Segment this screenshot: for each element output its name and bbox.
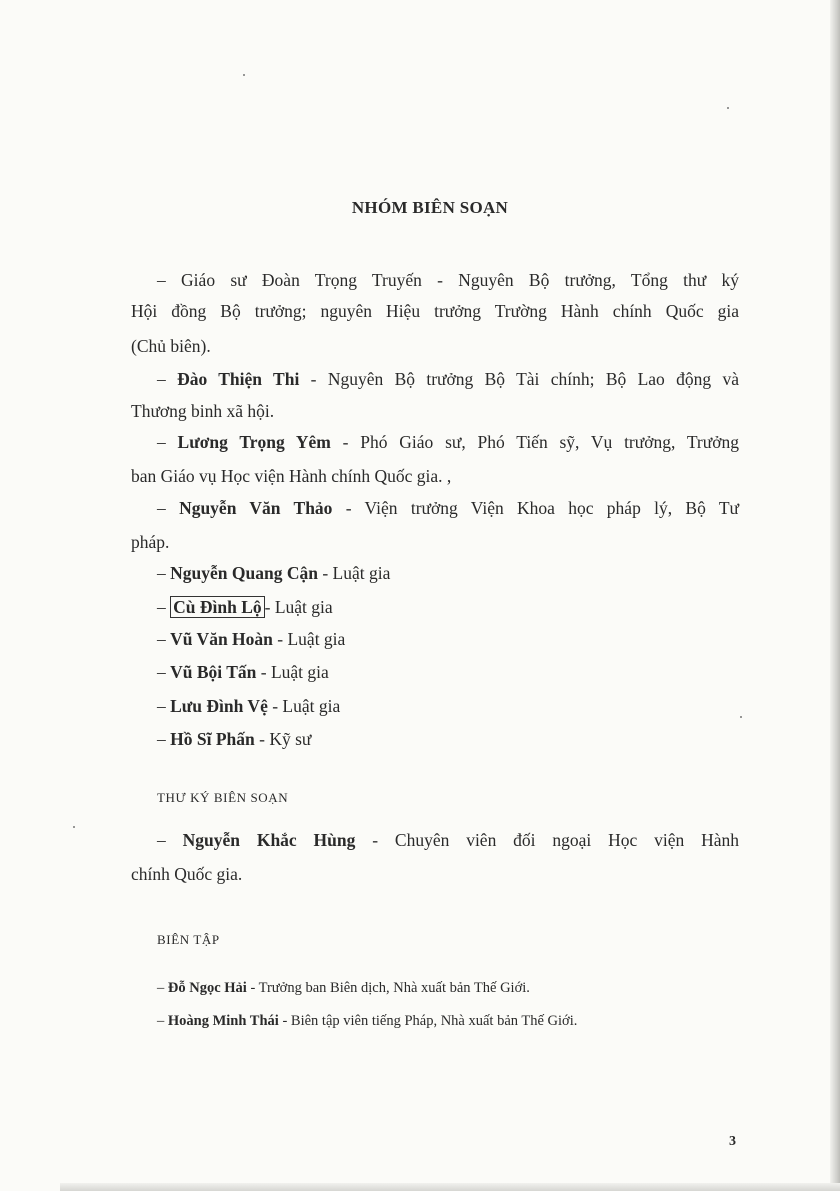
editor-name: Hoàng Minh Thái xyxy=(167,1013,279,1029)
editor-line: – Đỗ Ngọc Hải - Trưởng ban Biên dịch, Nhà xuất bản Thế Giới. xyxy=(157,980,530,996)
member-continuation: pháp. xyxy=(131,532,170,552)
member-continuation: ban Giáo vụ Học viện Hành chính Quốc gia. , xyxy=(131,466,452,486)
page-title: NHÓM BIÊN SOẠN xyxy=(351,198,509,217)
member-line: – Đào Thiện Thi - Nguyên Bộ trưởng Bộ Tài chính; Bộ Lao động và xyxy=(157,369,739,389)
member-line: – Lưu Đình Vệ - Luật gia xyxy=(157,696,341,716)
member-name: Giáo sư Đoàn Trọng Truyến xyxy=(181,270,422,290)
member-desc: - Nguyên Bộ trưởng, Tổng thư ký xyxy=(421,270,740,290)
member-name: Lưu Đình Vệ xyxy=(170,696,268,716)
secretary-heading: THƯ KÝ BIÊN SOẠN xyxy=(157,790,289,805)
page-bottom-shadow xyxy=(60,1183,840,1191)
member-line: – Vũ Bội Tấn - Luật gia xyxy=(157,662,329,682)
member-line: – Giáo sư Đoàn Trọng Truyến - Nguyên Bộ trưởng, Tổng thư ký xyxy=(157,270,740,290)
editors-heading: BIÊN TẬP xyxy=(157,932,220,947)
scan-speck xyxy=(243,74,245,76)
member-desc: - Luật gia xyxy=(267,696,341,716)
member-desc: - Kỹ sư xyxy=(254,729,312,749)
member-name: Nguyễn Văn Thảo xyxy=(179,498,333,518)
member-desc: - Viện trưởng Viện Khoa học pháp lý, Bộ Tư xyxy=(332,498,740,518)
page-edge-shadow xyxy=(830,0,840,1191)
member-name: Vũ Bội Tấn xyxy=(170,662,257,682)
member-name-boxed: Cù Đình Lộ xyxy=(170,596,265,618)
page-number: 3 xyxy=(729,1134,736,1149)
member-desc: - Luật gia xyxy=(264,597,333,617)
secretary-desc: - Chuyên viên đối ngoại Học viện Hành xyxy=(355,830,740,850)
member-desc: - Nguyên Bộ trưởng Bộ Tài chính; Bộ Lao động và xyxy=(299,369,739,389)
editor-name: Đỗ Ngọc Hải xyxy=(167,980,247,996)
editor-desc: - Biên tập viên tiếng Pháp, Nhà xuất bản Thế Giới. xyxy=(278,1013,578,1029)
member-name: Vũ Văn Hoàn xyxy=(170,629,273,649)
member-continuation: Thương binh xã hội. xyxy=(131,401,275,421)
member-name: Đào Thiện Thi xyxy=(177,369,300,389)
secretary-continuation: chính Quốc gia. xyxy=(131,864,243,884)
member-desc: - Phó Giáo sư, Phó Tiến sỹ, Vụ trưởng, Trưởng xyxy=(330,432,739,452)
editor-line: – Hoàng Minh Thái - Biên tập viên tiếng Pháp, Nhà xuất bản Thế Giới. xyxy=(157,1013,578,1029)
scan-speck xyxy=(740,716,742,718)
member-line: – Nguyễn Quang Cận - Luật gia xyxy=(157,563,391,583)
member-desc: - Luật gia xyxy=(256,662,329,682)
member-line: – Hồ Sĩ Phấn - Kỹ sư xyxy=(157,729,312,749)
member-name: Lương Trọng Yêm xyxy=(177,432,331,452)
member-line: – Vũ Văn Hoàn - Luật gia xyxy=(157,629,346,649)
secretary-line: – Nguyễn Khắc Hùng - Chuyên viên đối ngoại Học viện Hành xyxy=(157,830,740,850)
member-name: Hồ Sĩ Phấn xyxy=(170,729,255,749)
scan-speck xyxy=(727,107,729,109)
member-line: – Cù Đình Lộ - Luật gia xyxy=(157,597,333,617)
secretary-name: Nguyễn Khắc Hùng xyxy=(182,830,356,850)
member-name: Nguyễn Quang Cận xyxy=(170,563,318,583)
member-continuation: Hội đồng Bộ trưởng; nguyên Hiệu trưởng Trường Hành chính Quốc gia xyxy=(131,301,739,321)
member-desc: - Luật gia xyxy=(272,629,346,649)
scan-speck xyxy=(73,826,75,828)
member-continuation: (Chủ biên). xyxy=(131,336,211,356)
editor-desc: - Trưởng ban Biên dịch, Nhà xuất bản Thế Giới. xyxy=(246,980,530,996)
member-line: – Lương Trọng Yêm - Phó Giáo sư, Phó Tiến sỹ, Vụ trưởng, Trưởng xyxy=(157,432,739,452)
member-line: – Nguyễn Văn Thảo - Viện trưởng Viện Khoa học pháp lý, Bộ Tư xyxy=(157,498,740,518)
member-desc: - Luật gia xyxy=(317,563,391,583)
